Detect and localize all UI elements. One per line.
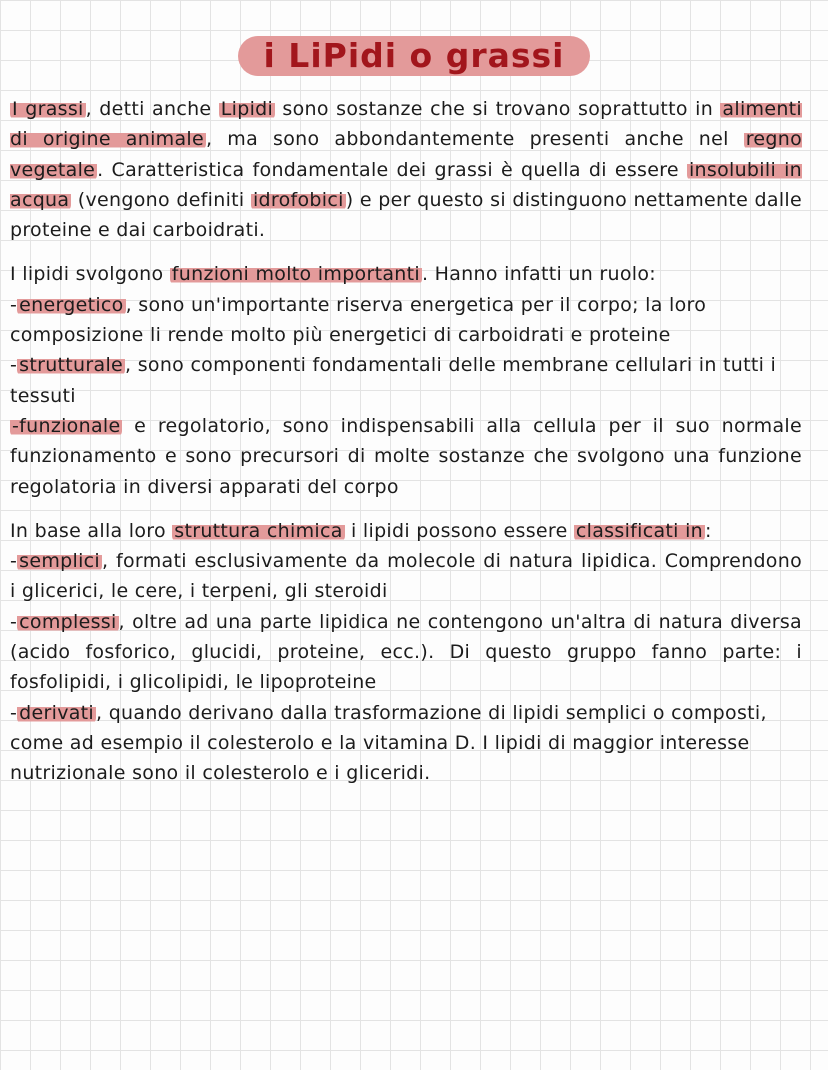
text: - xyxy=(10,610,18,633)
text: (vengono definiti xyxy=(71,188,251,211)
highlight-strutturale: strutturale xyxy=(19,354,124,377)
text: In base alla loro xyxy=(10,519,173,542)
item-complessi xyxy=(10,607,802,698)
item-funzionale xyxy=(10,411,802,502)
text: - xyxy=(10,701,18,724)
text: . Caratteristica fondamentale dei grassi è quella di essere xyxy=(97,158,687,181)
highlight-lipidi: Lipidi xyxy=(220,98,274,120)
highlight-regno-vegetale: regno vegetale xyxy=(10,128,802,181)
highlight-origine-animale: alimenti di origine animale xyxy=(10,98,802,151)
text: - xyxy=(10,550,18,573)
paragraph-classificazione xyxy=(10,516,802,546)
highlight-grassi: I grassi xyxy=(12,98,84,120)
text: e regolatorio, sono indispensabili alla cellula per il suo normale funzionamento e sono precursori di molte sostanze che svolgono una funzione regolatoria in diversi apparati del corpo xyxy=(10,414,802,498)
text: , quando derivano dalla trasformazione di lipidi semplici o composti, come ad esempio il colesterolo e la vitamina D. I lipidi di maggior interesse nutrizionale sono il colesterolo e i gliceridi. xyxy=(10,701,767,785)
highlight-struttura-chimica: struttura chimica xyxy=(174,519,343,542)
text: ) e per questo si distinguono nettamente dalle proteine e dai carboidrati. xyxy=(10,188,802,242)
highlight-funzioni: funzioni molto importanti xyxy=(171,263,420,286)
item-energetico xyxy=(10,290,802,351)
item-strutturale xyxy=(10,350,802,411)
text: , sono componenti fondamentali delle membrane cellulari in tutti i tessuti xyxy=(10,354,777,407)
paragraph-funzioni xyxy=(10,259,802,289)
note-body xyxy=(10,94,802,789)
page-title: i LiPidi o grassi xyxy=(238,36,591,76)
text: . Hanno infatti un ruolo: xyxy=(421,263,656,286)
text: , formati esclusivamente da molecole di natura lipidica. Comprendono i glicerici, le cere, i terpeni, gli steroidi xyxy=(10,550,802,603)
highlight-funzionale: -funzionale xyxy=(12,414,121,437)
item-derivati xyxy=(10,698,802,789)
text: - xyxy=(10,293,18,316)
highlight-complessi: complessi xyxy=(19,610,117,633)
item-semplici xyxy=(10,546,802,607)
title-container xyxy=(0,36,828,76)
text: , oltre ad una parte lipidica ne contengono un'altra di natura diversa (acido fosforico, glucidi, proteine, ecc.). Di questo gruppo fanno parte: i fosfolipidi, i glicolipidi, le lipoproteine xyxy=(10,610,802,694)
text: , ma sono abbondantemente presenti anche nel xyxy=(205,128,744,151)
highlight-energetico: energetico xyxy=(19,293,124,316)
text: I lipidi svolgono xyxy=(10,263,170,286)
text: , detti anche xyxy=(85,98,219,120)
text: , sono un'importante riserva energetica per il corpo; la loro composizione li rende molto più energetici di carboidrati e proteine xyxy=(10,293,707,347)
text: - xyxy=(10,354,18,377)
text: sono sostanze che si trovano soprattutto in xyxy=(275,98,721,120)
highlight-derivati: derivati xyxy=(19,701,95,724)
highlight-idrofobici: idrofobici xyxy=(252,188,344,211)
highlight-semplici: semplici xyxy=(19,550,100,573)
text: i lipidi possono essere xyxy=(344,519,574,542)
highlight-insolubili: insolubili in acqua xyxy=(10,158,803,211)
highlight-classificati: classificati in xyxy=(575,519,703,542)
text: : xyxy=(705,519,712,542)
paragraph-intro xyxy=(10,94,802,245)
